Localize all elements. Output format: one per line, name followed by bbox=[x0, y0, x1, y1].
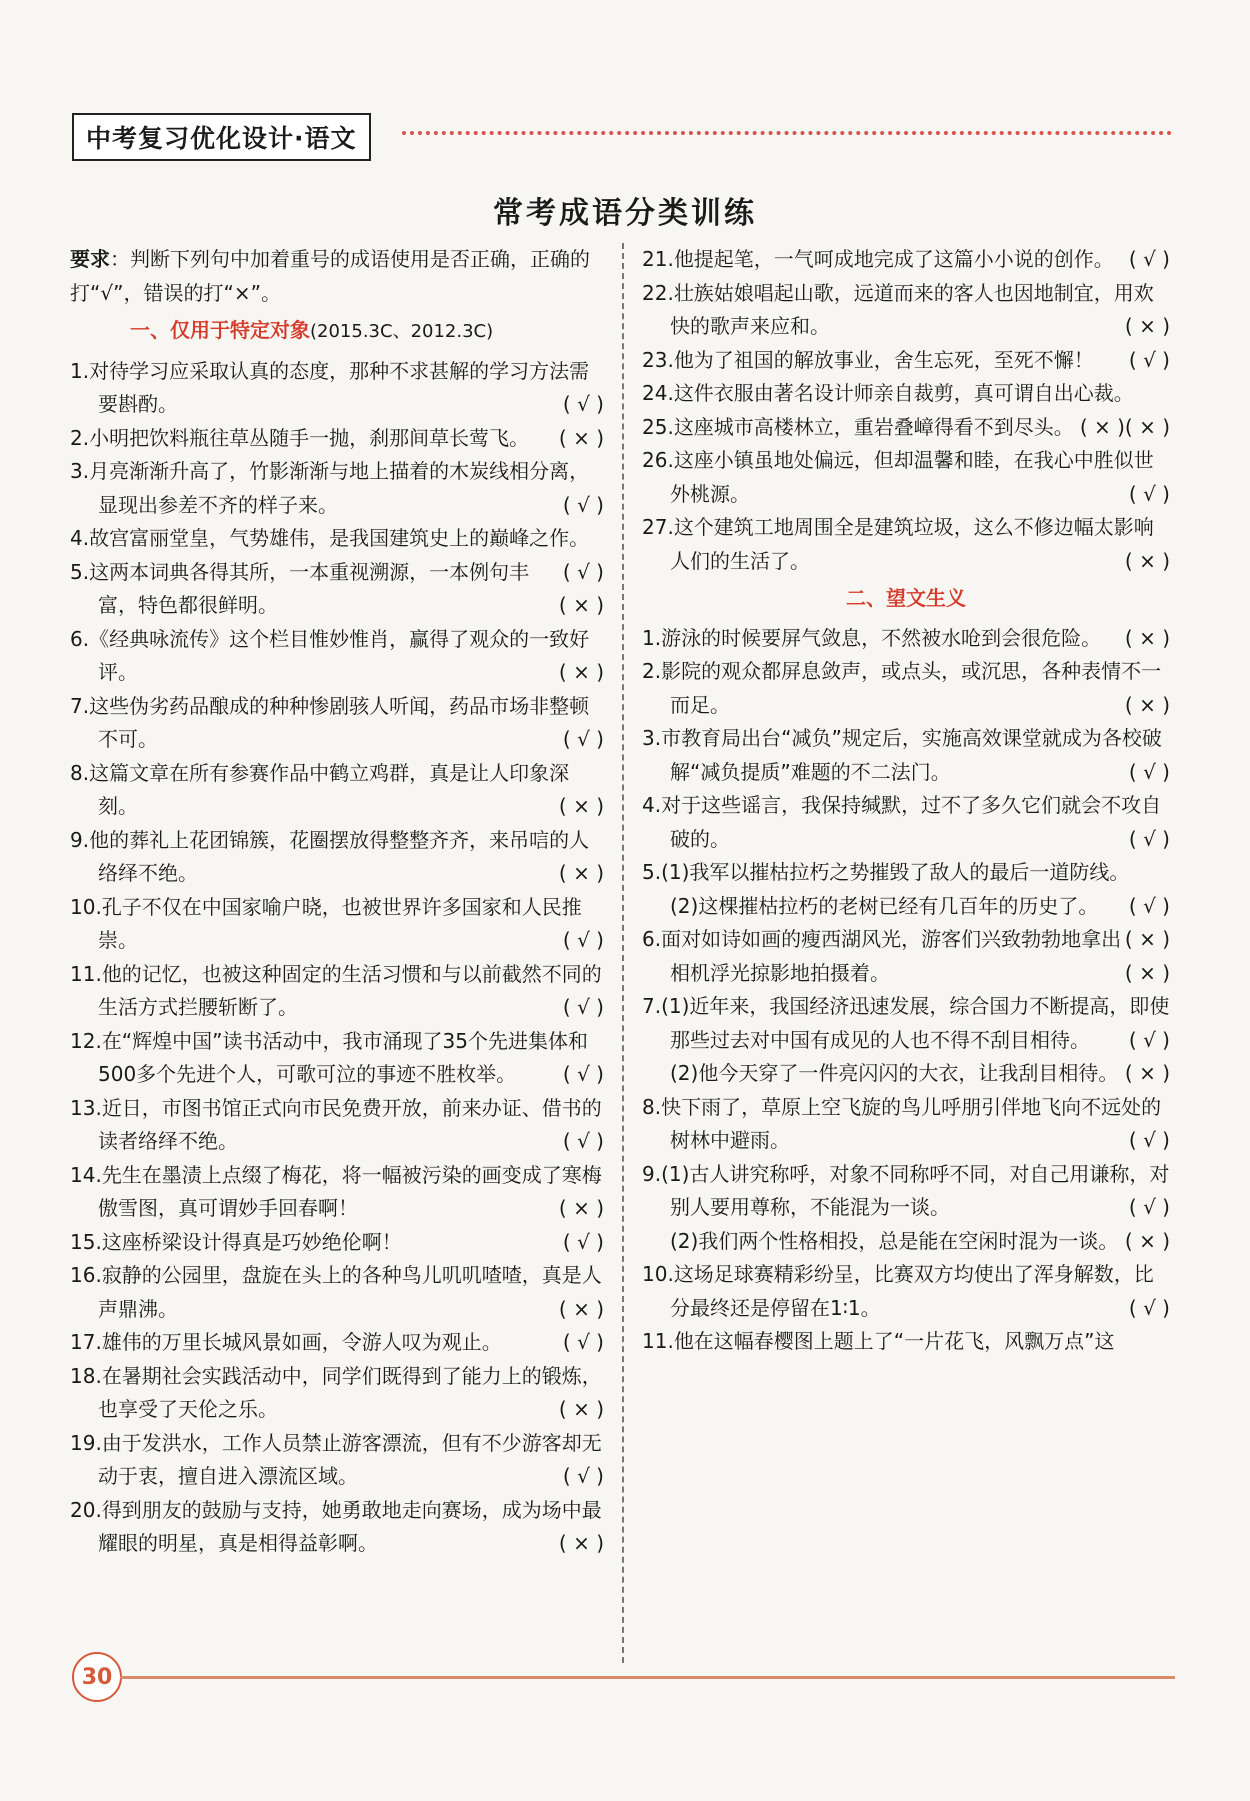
question-item bbox=[642, 411, 1170, 445]
answer-mark: ( √ ) bbox=[1128, 893, 1170, 918]
question-number: 18. bbox=[70, 1363, 102, 1388]
question-item bbox=[642, 1057, 1170, 1091]
question-item bbox=[70, 690, 604, 757]
question-item bbox=[70, 355, 604, 422]
answer-mark: ( × ) bbox=[1124, 1228, 1170, 1253]
question-number: 12. bbox=[70, 1028, 102, 1053]
answer-mark: ( × ) bbox=[558, 1196, 604, 1220]
question-number: 11. bbox=[642, 1329, 674, 1353]
question-text: 月亮渐渐升高了，竹影渐渐与地上描着的木炭线相分离，显现出参差不齐的样子来。 bbox=[89, 459, 590, 517]
question-number: 23. bbox=[642, 347, 674, 372]
question-item bbox=[642, 1258, 1170, 1325]
section-heading-2: 二、望文生义 bbox=[846, 586, 966, 610]
answer-mark: ( × ) bbox=[1124, 1061, 1170, 1085]
question-text: 对待学习应采取认真的态度，那种不求甚解的学习方法需要斟酌。 bbox=[89, 358, 590, 416]
question-text: 寂静的公园里，盘旋在头上的各种鸟儿叽叽喳喳，真是人声鼎沸。 bbox=[98, 1263, 602, 1321]
answer-mark: ( × ) bbox=[558, 861, 604, 885]
question-text: 这篇文章在所有参赛作品中鹤立鸡群，真是让人印象深刻。 bbox=[89, 760, 570, 818]
section-heading-1 bbox=[70, 314, 604, 349]
question-text: (2)我们两个性格相投，总是能在空闲时混为一谈。 bbox=[670, 1228, 1119, 1253]
question-text: 《经典咏流传》这个栏目惟妙惟肖，赢得了观众的一致好评。 bbox=[89, 626, 590, 684]
question-number: 10. bbox=[70, 894, 102, 919]
left-column bbox=[70, 243, 604, 1561]
question-number: 5. bbox=[70, 559, 90, 584]
answer-mark: ( √ ) bbox=[562, 1129, 604, 1153]
question-number: 11. bbox=[70, 961, 102, 986]
question-number: 8. bbox=[642, 1094, 662, 1119]
question-text: 雄伟的万里长城风景如画，令游人叹为观止。 bbox=[101, 1330, 502, 1354]
answer-mark: ( × ) bbox=[558, 660, 604, 684]
answer-mark: ( √ ) bbox=[562, 928, 604, 952]
question-text: 小明把饮料瓶往草丛随手一抛，刹那间草长莺飞。 bbox=[89, 425, 530, 450]
page-title: 常考成语分类训练 bbox=[493, 196, 757, 231]
question-item bbox=[70, 1326, 604, 1360]
question-item bbox=[642, 1225, 1170, 1259]
question-text: 在“辉煌中国”读书活动中，我市涌现了35个先进集体和500多个先进个人，可歌可泣的事迹不胜枚举。 bbox=[98, 1028, 588, 1086]
answer-mark: ( √ ) bbox=[562, 1062, 604, 1086]
question-item bbox=[70, 1259, 604, 1326]
question-text: 这场足球赛精彩纷呈，比赛双方均使出了浑身解数，比分最终还是停留在1∶1。 bbox=[670, 1262, 1154, 1320]
question-item bbox=[70, 422, 604, 456]
right-question-list-a bbox=[642, 243, 1170, 578]
answer-mark: ( √ ) bbox=[562, 1229, 604, 1254]
question-text: 他的记忆，也被这种固定的生活习惯和与以前截然不同的生活方式拦腰斩断了。 bbox=[98, 961, 602, 1019]
question-text: (1)古人讲究称呼，对象不同称呼不同，对自己用谦称，对别人要用尊称，不能混为一谈。 bbox=[661, 1161, 1170, 1219]
question-text: 他的葬礼上花团锦簇，花圈摆放得整整齐齐，来吊唁的人络绎不绝。 bbox=[89, 827, 590, 885]
answer-mark: ( × ) bbox=[558, 593, 604, 617]
question-item bbox=[642, 722, 1170, 789]
answer-mark: ( × ) bbox=[1124, 548, 1170, 573]
question-number: 4. bbox=[70, 526, 90, 550]
question-number: 14. bbox=[70, 1162, 102, 1187]
question-text: 先生在墨渍上点缀了梅花，将一幅被污染的画变成了寒梅傲雪图，真可谓妙手回春啊！ bbox=[98, 1162, 602, 1220]
question-item bbox=[70, 1226, 604, 1260]
question-text: (1)我军以摧枯拉朽之势摧毁了敌人的最后一道防线。 bbox=[661, 860, 1130, 884]
question-item bbox=[642, 1325, 1170, 1359]
question-item bbox=[642, 789, 1170, 856]
question-number: 3. bbox=[642, 726, 662, 750]
question-text: 这两本词典各得其所，一本重视溯源，一本例句丰富，特色都很鲜明。 bbox=[89, 559, 530, 617]
question-text: 这座小镇虽地处偏远，但却温馨和睦，在我心中胜似世外桃源。 bbox=[670, 448, 1154, 506]
question-item bbox=[70, 522, 604, 584]
question-number: 5. bbox=[642, 860, 662, 884]
page-number: 30 bbox=[72, 1652, 122, 1702]
question-text: 这件衣服由著名设计师亲自裁剪，真可谓自出心裁。 bbox=[673, 381, 1134, 405]
question-number: 6. bbox=[70, 626, 90, 651]
question-item bbox=[642, 890, 1170, 951]
question-item bbox=[70, 1092, 604, 1159]
answer-mark: ( √ ) bbox=[1128, 481, 1170, 506]
question-text: 影院的观众都屏息敛声，或点头，或沉思，各种表情不一而足。 bbox=[661, 659, 1162, 717]
question-text: 故宫富丽堂皇，气势雄伟，是我国建筑史上的巅峰之作。 bbox=[89, 526, 590, 550]
question-number: 9. bbox=[70, 827, 90, 852]
answer-mark: ( √ ) bbox=[1128, 1295, 1170, 1320]
answer-mark: ( × ) bbox=[558, 1531, 604, 1555]
question-number: 10. bbox=[642, 1262, 674, 1286]
answer-mark: ( √ ) bbox=[1128, 826, 1170, 851]
question-number: 3. bbox=[70, 459, 90, 483]
answer-mark: ( √ ) bbox=[562, 995, 604, 1019]
question-text: 近日，市图书馆正式向市民免费开放，前来办证、借书的读者络绎不绝。 bbox=[98, 1095, 602, 1153]
question-item bbox=[70, 556, 604, 623]
question-text: 他在这幅春樱图上题上了“一片花飞，风飘万点”这 bbox=[673, 1329, 1115, 1353]
question-number: 1. bbox=[70, 358, 90, 383]
question-item bbox=[70, 891, 604, 958]
question-text: 这个建筑工地周围全是建筑垃圾，这么不修边幅太影响人们的生活了。 bbox=[670, 515, 1154, 573]
answer-mark: ( × ) bbox=[1124, 625, 1170, 650]
question-number: 24. bbox=[642, 381, 674, 405]
question-number: 13. bbox=[70, 1095, 102, 1120]
question-text: (2)他今天穿了一件亮闪闪的大衣，让我刮目相待。 bbox=[670, 1061, 1119, 1085]
question-text: 快下雨了，草原上空飞旋的鸟儿呼朋引伴地飞向不远处的树林中避雨。 bbox=[661, 1094, 1162, 1152]
section-1-title: 一、仅用于特定对象 bbox=[130, 318, 310, 342]
question-item bbox=[642, 1091, 1170, 1158]
question-item bbox=[70, 1025, 604, 1092]
requirement-label: 要求 bbox=[70, 247, 110, 271]
answer-mark: ( √ ) bbox=[1128, 759, 1170, 784]
answer-mark: ( × ) bbox=[558, 794, 604, 818]
question-item bbox=[642, 444, 1170, 511]
answer-mark: ( × ) bbox=[1124, 960, 1170, 985]
question-text: (2)这棵摧枯拉朽的老树已经有几百年的历史了。 bbox=[670, 893, 1099, 918]
question-number: 19. bbox=[70, 1430, 102, 1455]
right-question-list-b bbox=[642, 622, 1170, 1359]
question-item bbox=[70, 623, 604, 690]
question-number: 20. bbox=[70, 1497, 102, 1522]
answer-mark: ( × ) bbox=[1124, 692, 1170, 717]
question-number: 1. bbox=[642, 625, 662, 650]
answer-mark: ( √ ) bbox=[1128, 1027, 1170, 1052]
question-item bbox=[642, 923, 1170, 990]
question-number: 21. bbox=[642, 247, 674, 271]
question-number: 22. bbox=[642, 280, 674, 305]
question-text: 这座城市高楼林立，重岩叠嶂得看不到尽头。 bbox=[673, 414, 1074, 439]
answer-mark: ( √ ) bbox=[562, 392, 604, 416]
answer-mark: ( √ ) bbox=[562, 559, 604, 584]
question-item bbox=[642, 990, 1170, 1057]
question-item bbox=[642, 1158, 1170, 1225]
question-number: 27. bbox=[642, 515, 674, 539]
question-text: 这些伪劣药品酿成的种种惨剧骇人听闻，药品市场非整顿不可。 bbox=[89, 693, 590, 751]
question-text: 壮族姑娘唱起山歌，远道而来的客人也因地制宜，用欢快的歌声来应和。 bbox=[670, 280, 1154, 338]
right-column bbox=[642, 243, 1170, 1359]
answer-mark: ( × ) bbox=[1124, 414, 1170, 439]
question-item bbox=[70, 1159, 604, 1226]
answer-mark: ( × ) bbox=[558, 1296, 604, 1321]
question-number: 2. bbox=[642, 659, 662, 683]
question-number: 7. bbox=[70, 693, 90, 718]
answer-mark: ( √ ) bbox=[1128, 247, 1170, 271]
requirement bbox=[70, 243, 604, 310]
question-text: 他为了祖国的解放事业，舍生忘死，至死不懈！ bbox=[673, 347, 1094, 372]
answer-mark: ( √ ) bbox=[1128, 1195, 1170, 1219]
answer-mark: ( × ) bbox=[1124, 927, 1170, 951]
question-item bbox=[642, 277, 1170, 344]
column-divider bbox=[622, 243, 624, 1663]
answer-mark: ( √ ) bbox=[562, 1330, 604, 1354]
footer-rule bbox=[120, 1676, 1175, 1679]
header-dotted-rule bbox=[402, 131, 1172, 135]
question-number: 17. bbox=[70, 1330, 102, 1354]
answer-mark: ( √ ) bbox=[1128, 1128, 1170, 1152]
question-text: 他提起笔，一气呵成地完成了这篇小小说的创作。 bbox=[673, 247, 1114, 271]
answer-mark: ( × ) bbox=[558, 425, 604, 450]
answer-mark: ( × ) bbox=[1124, 314, 1170, 338]
question-text: 这座桥梁设计得真是巧妙绝伦啊！ bbox=[101, 1229, 402, 1254]
question-number: 9. bbox=[642, 1161, 662, 1186]
question-text: 游泳的时候要屏气敛息，不然被水呛到会很危险。 bbox=[661, 625, 1102, 650]
question-number: 6. bbox=[642, 927, 662, 951]
question-item bbox=[70, 958, 604, 1025]
answer-mark: ( √ ) bbox=[1128, 347, 1170, 372]
question-item bbox=[642, 243, 1170, 277]
question-number: 15. bbox=[70, 1229, 102, 1254]
question-text: 在暑期社会实践活动中，同学们既得到了能力上的锻炼，也享受了天伦之乐。 bbox=[98, 1363, 602, 1421]
question-item bbox=[642, 344, 1170, 378]
question-number: 4. bbox=[642, 793, 662, 817]
question-text: 对于这些谣言，我保持缄默，过不了多久它们就会不攻自破的。 bbox=[661, 793, 1162, 851]
book-title: 中考复习优化设计·语文 bbox=[72, 113, 371, 161]
answer-mark: ( × ) bbox=[1079, 414, 1125, 439]
question-item bbox=[70, 455, 604, 522]
question-item bbox=[642, 511, 1170, 578]
answer-mark: ( √ ) bbox=[562, 727, 604, 751]
question-number: 7. bbox=[642, 994, 662, 1018]
question-number: 2. bbox=[70, 425, 90, 450]
question-item bbox=[70, 1360, 604, 1427]
question-item bbox=[642, 655, 1170, 722]
section-1-note: (2015.3C、2012.3C) bbox=[310, 321, 494, 342]
question-text: 得到朋友的鼓励与支持，她勇敢地走向赛场，成为场中最耀眼的明星，真是相得益彰啊。 bbox=[98, 1497, 602, 1555]
question-item bbox=[70, 757, 604, 824]
answer-mark: ( √ ) bbox=[562, 492, 604, 517]
question-item bbox=[70, 1494, 604, 1561]
requirement-text: ：判断下列句中加着重号的成语使用是否正确，正确的打“√”，错误的打“×”。 bbox=[70, 247, 590, 305]
answer-mark: ( × ) bbox=[558, 1397, 604, 1421]
question-text: 孔子不仅在中国家喻户晓，也被世界许多国家和人民推崇。 bbox=[98, 894, 582, 952]
question-item bbox=[642, 622, 1170, 656]
question-text: 面对如诗如画的瘦西湖风光，游客们兴致勃勃地拿出相机浮光掠影地拍摄着。 bbox=[661, 927, 1122, 985]
left-question-list bbox=[70, 355, 604, 1561]
answer-mark: ( √ ) bbox=[562, 1464, 604, 1488]
question-item bbox=[70, 1427, 604, 1494]
question-text: 由于发洪水，工作人员禁止游客漂流，但有不少游客却无动于衷，擅自进入漂流区域。 bbox=[98, 1430, 602, 1488]
question-number: 16. bbox=[70, 1263, 102, 1287]
question-text: 市教育局出台“减负”规定后，实施高效课堂就成为各校破解“减负提质”难题的不二法门。 bbox=[661, 726, 1162, 784]
question-number: 26. bbox=[642, 448, 674, 472]
question-number: 25. bbox=[642, 414, 674, 439]
question-item bbox=[70, 824, 604, 891]
question-number: 8. bbox=[70, 760, 90, 785]
question-text: (1)近年来，我国经济迅速发展，综合国力不断提高，即使那些过去对中国有成见的人也不得不刮目相待。 bbox=[661, 994, 1170, 1052]
